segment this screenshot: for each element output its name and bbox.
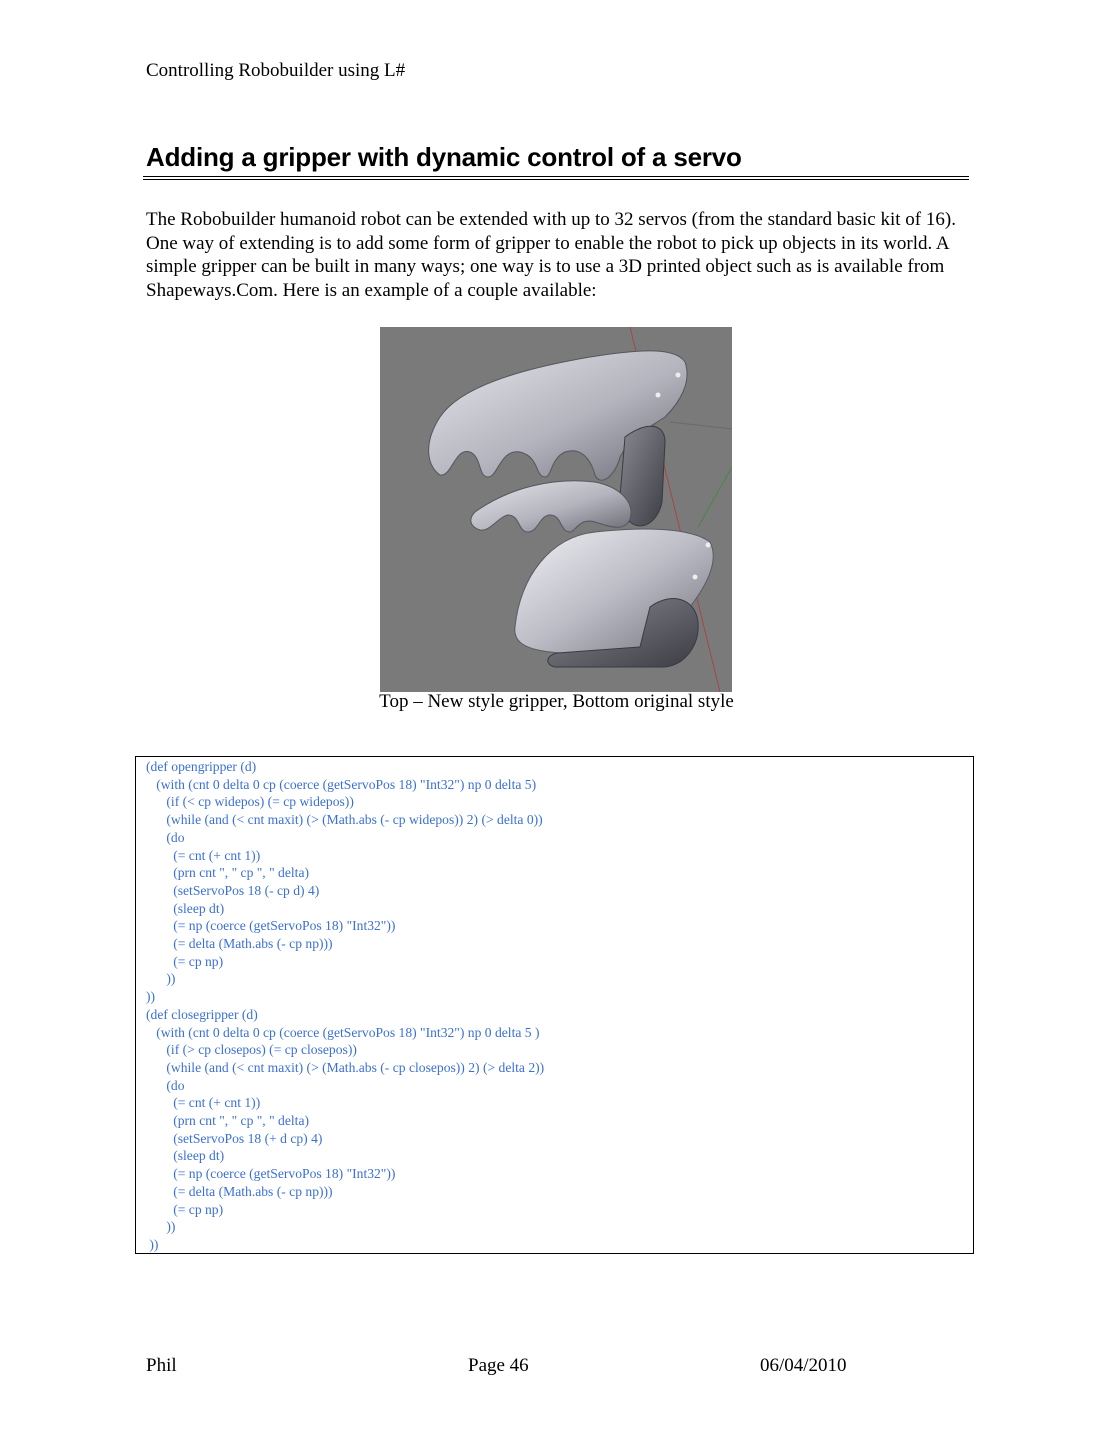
code-line: (do bbox=[146, 829, 185, 845]
code-line: (setServoPos 18 (- cp d) 4) bbox=[146, 882, 320, 898]
running-header: Controlling Robobuilder using L# bbox=[146, 60, 406, 81]
heading-rule bbox=[143, 176, 969, 180]
rivet-4 bbox=[693, 575, 698, 580]
code-line: (= cnt (+ cnt 1)) bbox=[146, 847, 261, 863]
code-line: )) bbox=[146, 989, 156, 1005]
figure-caption: Top – New style gripper, Bottom original style bbox=[379, 691, 734, 712]
code-line: )) bbox=[146, 1236, 159, 1252]
code-line: (while (and (< cnt maxit) (> (Math.abs (- cp widepos)) 2) (> delta 0)) bbox=[146, 812, 543, 828]
code-line: (sleep dt) bbox=[146, 1148, 225, 1164]
gripper-render-svg bbox=[380, 327, 732, 692]
footer-date: 06/04/2010 bbox=[760, 1355, 847, 1376]
gripper-render-image bbox=[380, 327, 732, 692]
axis-line-green bbox=[698, 467, 732, 527]
code-line: (while (and (< cnt maxit) (> (Math.abs (- cp closepos)) 2) (> delta 2)) bbox=[146, 1059, 545, 1075]
code-line: (sleep dt) bbox=[146, 900, 225, 916]
rivet-3 bbox=[706, 543, 711, 548]
code-line: (with (cnt 0 delta 0 cp (coerce (getServoPos 18) "Int32") np 0 delta 5) bbox=[146, 776, 537, 792]
section-heading: Adding a gripper with dynamic control of a servo bbox=[146, 142, 742, 172]
code-line: (= delta (Math.abs (- cp np))) bbox=[146, 936, 333, 951]
code-line: (with (cnt 0 delta 0 cp (coerce (getServoPos 18) "Int32") np 0 delta 5 ) bbox=[146, 1024, 540, 1040]
code-line: (def opengripper (d) bbox=[146, 759, 257, 774]
rivet-2 bbox=[656, 393, 661, 398]
top-gripper-jaw bbox=[471, 481, 631, 532]
code-line: (if (> cp closepos) (= cp closepos)) bbox=[146, 1042, 357, 1058]
code-line: (= np (coerce (getServoPos 18) "Int32")) bbox=[146, 1166, 396, 1182]
code-line: (def closegripper (d) bbox=[146, 1006, 258, 1022]
code-line: (setServoPos 18 (+ d cp) 4) bbox=[146, 1130, 323, 1146]
code-line: )) bbox=[146, 1219, 176, 1235]
code-line: (= cnt (+ cnt 1)) bbox=[146, 1095, 261, 1111]
rivet-1 bbox=[676, 373, 681, 378]
footer-author: Phil bbox=[146, 1355, 177, 1376]
code-line: (do bbox=[146, 1077, 185, 1093]
code-line: (prn cnt ", " cp ", " delta) bbox=[146, 1113, 309, 1128]
axis-line-grey bbox=[670, 422, 732, 429]
code-line: (= np (coerce (getServoPos 18) "Int32")) bbox=[146, 918, 396, 934]
footer-page-number: Page 46 bbox=[468, 1355, 529, 1376]
code-line: (= cp np) bbox=[146, 1201, 224, 1217]
code-line: (= cp np) bbox=[146, 953, 224, 969]
intro-paragraph: The Robobuilder humanoid robot can be extended with up to 32 servos (from the standard basic kit of 16). One way of extending is to add some form of gripper to enable the robot to pick up objects in its world. A simple gripper can be built in many ways; one way is to use a 3D printed object such as is available from Shapeways.Com. Here is an example of a couple available: bbox=[146, 209, 956, 301]
code-line: (= delta (Math.abs (- cp np))) bbox=[146, 1183, 333, 1199]
code-line: )) bbox=[146, 971, 176, 987]
code-line: (prn cnt ", " cp ", " delta) bbox=[146, 865, 309, 881]
code-line: (if (< cp widepos) (= cp widepos)) bbox=[146, 794, 354, 810]
code-listing bbox=[135, 756, 974, 1254]
